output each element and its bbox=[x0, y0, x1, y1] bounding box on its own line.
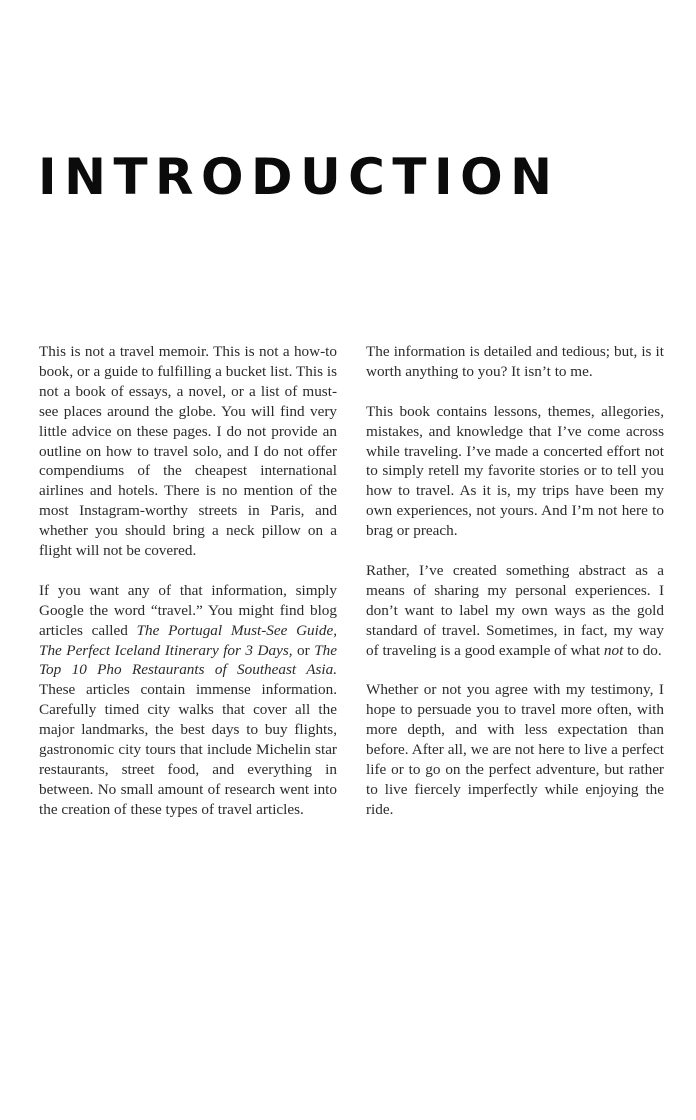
text-run: These articles contain immense information. Carefully timed city walks that cover all the major landmarks, the best days to buy flights, gastronomic city tours that include Michelin star restaurants, street food, and everything in between. No small amount of research went into the creation of these types of travel articles. bbox=[39, 681, 337, 818]
text-run: If you want any of that information, simply Google the word “travel.” You might find blog articles called bbox=[39, 581, 337, 639]
paragraph: This book contains lessons, themes, allegories, mistakes, and knowledge that I’ve come across while traveling. I’ve made a concerted effort not to simply retell my favorite stories or to tell you how to travel. As it is, my trips have been my own experiences, not yours. And I’m not here to brag or preach. bbox=[366, 402, 664, 540]
page-title: INTRODUCTION bbox=[38, 148, 560, 206]
text-run: to do. bbox=[623, 641, 662, 659]
text-run: Rather, I’ve created something abstract as a means of sharing my personal experiences. I don’t want to label my own ways as the gold standard of travel. Sometimes, in fact, my way of traveling is a good example of what bbox=[366, 561, 664, 659]
paragraph bbox=[366, 561, 664, 661]
left-column bbox=[39, 342, 337, 820]
italic-title: The Portugal Must-See Guide, The Perfect Iceland Itinerary for 3 Days, bbox=[39, 621, 337, 659]
paragraph bbox=[39, 581, 337, 820]
paragraph: This is not a travel memoir. This is not a how-to book, or a guide to fulfilling a bucket list. This is not a book of essays, a novel, or a list of must-see places around the globe. You will find very little advice on these pages. I do not provide an outline on how to travel solo, and I do not offer compendiums of the cheapest international airlines and hotels. There is no mention of the most Instagram-worthy streets in Paris, and whether you should bring a neck pillow on a flight will not be covered. bbox=[39, 343, 337, 560]
paragraph: Whether or not you agree with my testimony, I hope to persuade you to travel more often, with more depth, and with less expectation than before. After all, we are not here to live a perfect life or to go on the perfect adventure, but rather to live fiercely imperfectly while enjoying the ride. bbox=[366, 681, 664, 818]
text-run: or bbox=[292, 641, 315, 659]
italic-title: The Top 10 Pho Restaurants of Southeast Asia. bbox=[39, 641, 337, 679]
right-column bbox=[366, 342, 664, 820]
italic-emphasis: not bbox=[603, 641, 624, 659]
paragraph: The information is detailed and tedious; but, is it worth anything to you? It isn’t to me. bbox=[366, 343, 664, 380]
